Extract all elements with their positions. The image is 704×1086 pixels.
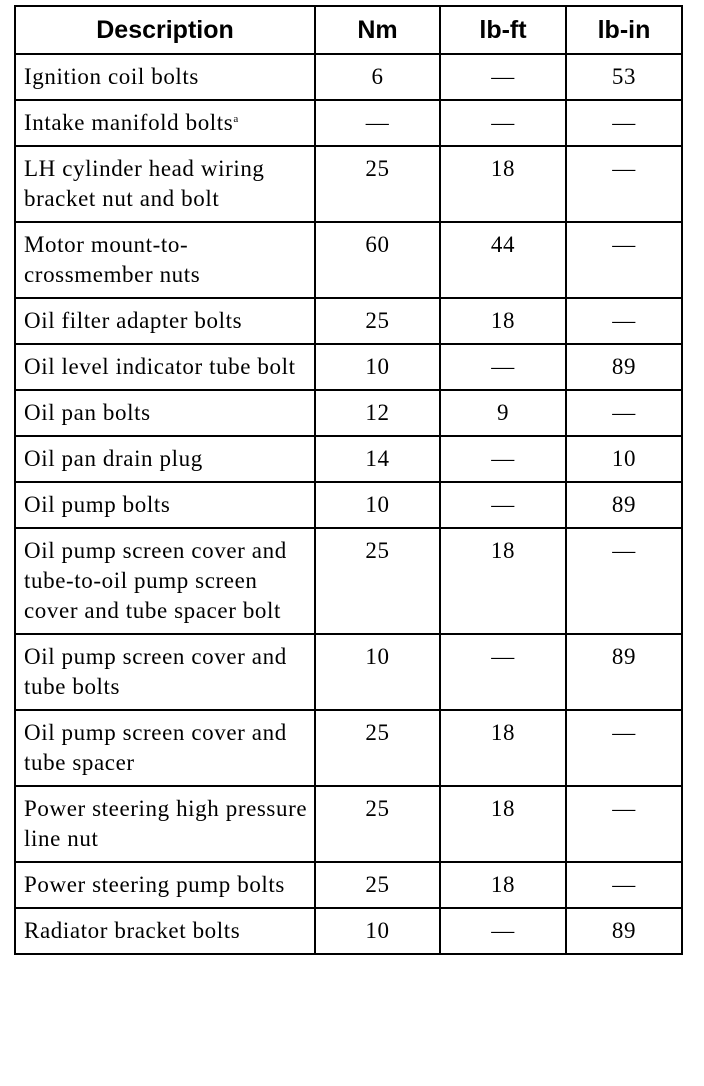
cell-nm: 10 <box>315 344 440 390</box>
cell-lbft: 18 <box>440 862 566 908</box>
cell-lbft: — <box>440 436 566 482</box>
description-text: Oil pan bolts <box>24 400 151 425</box>
cell-description <box>15 344 315 390</box>
cell-lbft: — <box>440 908 566 954</box>
table-row <box>15 298 682 344</box>
description-text: Power steering pump bolts <box>24 872 285 897</box>
cell-lbin: — <box>566 862 682 908</box>
cell-lbft: 18 <box>440 786 566 862</box>
cell-nm: 14 <box>315 436 440 482</box>
cell-nm: 60 <box>315 222 440 298</box>
cell-nm: 12 <box>315 390 440 436</box>
description-text: LH cylinder head wiring bracket nut and bolt <box>24 156 265 211</box>
table-row <box>15 222 682 298</box>
cell-description <box>15 908 315 954</box>
cell-lbft: 44 <box>440 222 566 298</box>
table-row <box>15 390 682 436</box>
cell-description <box>15 634 315 710</box>
cell-lbin: 89 <box>566 482 682 528</box>
header-nm: Nm <box>315 6 440 54</box>
cell-lbft: 18 <box>440 710 566 786</box>
table-row <box>15 634 682 710</box>
description-text: Oil pump screen cover and tube bolts <box>24 644 287 699</box>
table-row <box>15 344 682 390</box>
header-row <box>15 6 682 54</box>
cell-description <box>15 54 315 100</box>
cell-lbin: — <box>566 786 682 862</box>
cell-description <box>15 100 315 146</box>
table-row <box>15 710 682 786</box>
header-description: Description <box>15 6 315 54</box>
description-text: Oil pump screen cover and tube-to-oil pump screen cover and tube spacer bolt <box>24 538 287 623</box>
cell-description <box>15 786 315 862</box>
description-text: Radiator bracket bolts <box>24 918 241 943</box>
cell-lbft: 9 <box>440 390 566 436</box>
cell-description <box>15 482 315 528</box>
cell-nm: 25 <box>315 298 440 344</box>
description-text: Motor mount-to-crossmember nuts <box>24 232 201 287</box>
description-text: Oil pan drain plug <box>24 446 203 471</box>
footnote-marker: a <box>233 113 239 125</box>
cell-lbin: — <box>566 100 682 146</box>
cell-lbft: — <box>440 54 566 100</box>
cell-description <box>15 528 315 634</box>
table-row <box>15 54 682 100</box>
header-lbin: lb-in <box>566 6 682 54</box>
description-text: Oil pump screen cover and tube spacer <box>24 720 287 775</box>
cell-description <box>15 298 315 344</box>
cell-lbin: 53 <box>566 54 682 100</box>
description-text: Power steering high pressure line nut <box>24 796 308 851</box>
cell-description <box>15 710 315 786</box>
cell-lbft: — <box>440 482 566 528</box>
cell-nm: 10 <box>315 482 440 528</box>
table-row <box>15 100 682 146</box>
cell-nm: 25 <box>315 146 440 222</box>
cell-lbft: — <box>440 100 566 146</box>
description-text: Oil pump bolts <box>24 492 171 517</box>
cell-lbin: — <box>566 298 682 344</box>
cell-nm: 10 <box>315 908 440 954</box>
table-row <box>15 146 682 222</box>
table-row <box>15 528 682 634</box>
cell-lbin: 89 <box>566 634 682 710</box>
description-text: Ignition coil bolts <box>24 64 199 89</box>
cell-lbft: 18 <box>440 298 566 344</box>
torque-spec-table <box>14 5 683 955</box>
cell-nm: — <box>315 100 440 146</box>
cell-lbft: 18 <box>440 146 566 222</box>
cell-nm: 25 <box>315 786 440 862</box>
table-row <box>15 908 682 954</box>
cell-description <box>15 146 315 222</box>
description-text: Intake manifold bolts <box>24 110 234 135</box>
table-body <box>15 54 682 954</box>
cell-lbin: — <box>566 528 682 634</box>
cell-nm: 25 <box>315 862 440 908</box>
table-row <box>15 862 682 908</box>
table-row <box>15 436 682 482</box>
header-lbft: lb-ft <box>440 6 566 54</box>
cell-lbin: 89 <box>566 908 682 954</box>
cell-lbft: — <box>440 634 566 710</box>
cell-description <box>15 222 315 298</box>
cell-nm: 10 <box>315 634 440 710</box>
cell-lbin: — <box>566 710 682 786</box>
cell-lbin: 10 <box>566 436 682 482</box>
description-text: Oil level indicator tube bolt <box>24 354 296 379</box>
description-text: Oil filter adapter bolts <box>24 308 243 333</box>
cell-nm: 6 <box>315 54 440 100</box>
cell-lbin: — <box>566 390 682 436</box>
cell-lbin: — <box>566 222 682 298</box>
cell-nm: 25 <box>315 710 440 786</box>
cell-description <box>15 390 315 436</box>
table-row <box>15 482 682 528</box>
cell-description <box>15 436 315 482</box>
cell-lbft: 18 <box>440 528 566 634</box>
cell-nm: 25 <box>315 528 440 634</box>
cell-lbft: — <box>440 344 566 390</box>
table-row <box>15 786 682 862</box>
cell-lbin: — <box>566 146 682 222</box>
cell-lbin: 89 <box>566 344 682 390</box>
cell-description <box>15 862 315 908</box>
